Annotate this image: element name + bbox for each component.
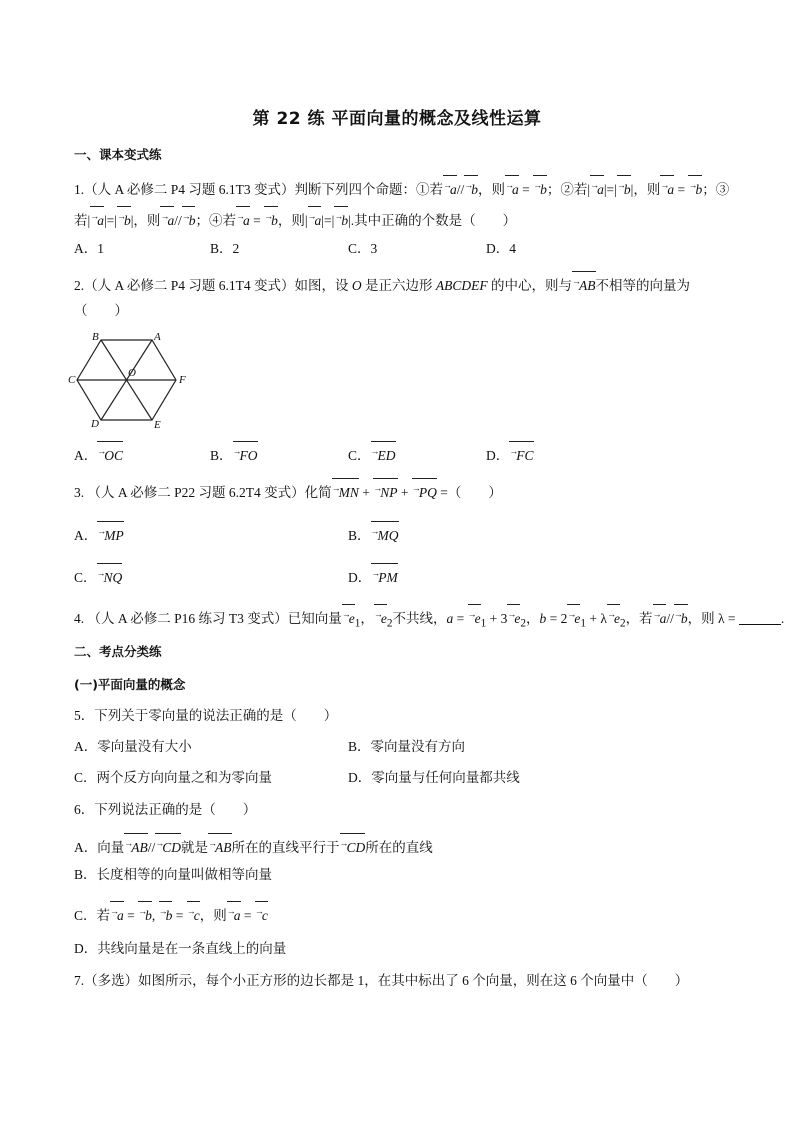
- question-2-line-1: 2.（人 A 必修二 P4 习题 6.1T4 变式）如图，设 O 是正六边形 ABCDEF 的中心，则与→AB不相等的向量为: [74, 272, 690, 295]
- q2-option-d: D．→FC: [486, 442, 534, 465]
- section-heading-1: 一、课本变式练: [74, 147, 162, 162]
- q6-option-b: B．长度相等的向量叫做相等向量: [74, 867, 273, 882]
- q2-option-c: C．→ED: [348, 442, 396, 465]
- hex-label-c: C: [68, 374, 76, 386]
- hexagon-figure: [68, 330, 188, 432]
- q6-option-c: C．若→a = →b, →b = →c，则→a = →c: [74, 902, 268, 925]
- q6-option-a: A．向量→AB//→CD就是→AB所在的直线平行于→CD所在的直线: [74, 834, 433, 857]
- question-7-line-1: 7.（多选）如图所示，每个小正方形的边长都是 1，在其中标出了 6 个向量，则在这 6 个向量中（ ）: [74, 973, 689, 988]
- question-5-line-1: 5．下列关于零向量的说法正确的是（ ）: [74, 708, 338, 723]
- page-title: 第 22 练 平面向量的概念及线性运算: [252, 109, 542, 129]
- q3-option-a: A．→MP: [74, 522, 124, 545]
- q6-option-d: D．共线向量是在一条直线上的向量: [74, 941, 287, 956]
- q1-option-a: A．1: [74, 241, 104, 256]
- q3-option-d: D．→PM: [348, 564, 398, 587]
- q3-option-b: B．→MQ: [348, 522, 399, 545]
- question-1-line-1: 1.（人 A 必修二 P4 习题 6.1T3 变式）判断下列四个命题：①若→a//→b，则→a = →b；②若|→a|=|→b|，则→a = →b；③: [74, 176, 729, 199]
- hex-label-d: D: [91, 418, 99, 430]
- hex-label-a: A: [154, 331, 161, 343]
- q5-option-b: B．零向量没有方向: [348, 739, 466, 754]
- q5-option-d: D．零向量与任何向量都共线: [348, 770, 520, 785]
- question-2-line-2: （ ）: [74, 303, 128, 318]
- q2-option-a: A．→OC: [74, 442, 123, 465]
- question-1-line-2: 若|→a|=|→b|，则→a//→b；④若→a = →b，则|→a|=|→b|.其中正确的个数是（ ）: [74, 207, 516, 230]
- hex-label-b: B: [92, 331, 99, 343]
- q5-option-a: A．零向量没有大小: [74, 739, 192, 754]
- q1-option-c: C．3: [348, 241, 378, 256]
- question-4-line-1: 4. （人 A 必修二 P16 练习 T3 变式）已知向量$^\to e_1$，$^\to e_2$不共线，$a = ^\to e_1 + 3^\to e_2$，$b = 2^\to e_1 + \lambda^\to e_2$，若→a//→b，则 λ = .: [74, 605, 784, 633]
- hex-label-f: F: [179, 374, 186, 386]
- q1-option-b: B．2: [210, 241, 240, 256]
- subsection-heading-1: (一)平面向量的概念: [74, 677, 186, 692]
- q2-option-b: B．→FO: [210, 442, 258, 465]
- question-6-line-1: 6．下列说法正确的是（ ）: [74, 802, 257, 817]
- q5-option-c: C．两个反方向向量之和为零向量: [74, 770, 273, 785]
- question-3-line-1: 3. （人 A 必修二 P22 习题 6.2T4 变式）化简→MN + →NP + →PQ =（ ）: [74, 479, 502, 502]
- q3-option-c: C．→NQ: [74, 564, 122, 587]
- hex-label-o: O: [128, 367, 136, 379]
- hex-label-e: E: [154, 419, 161, 431]
- section-heading-2: 二、考点分类练: [74, 644, 162, 659]
- q1-option-d: D．4: [486, 241, 516, 256]
